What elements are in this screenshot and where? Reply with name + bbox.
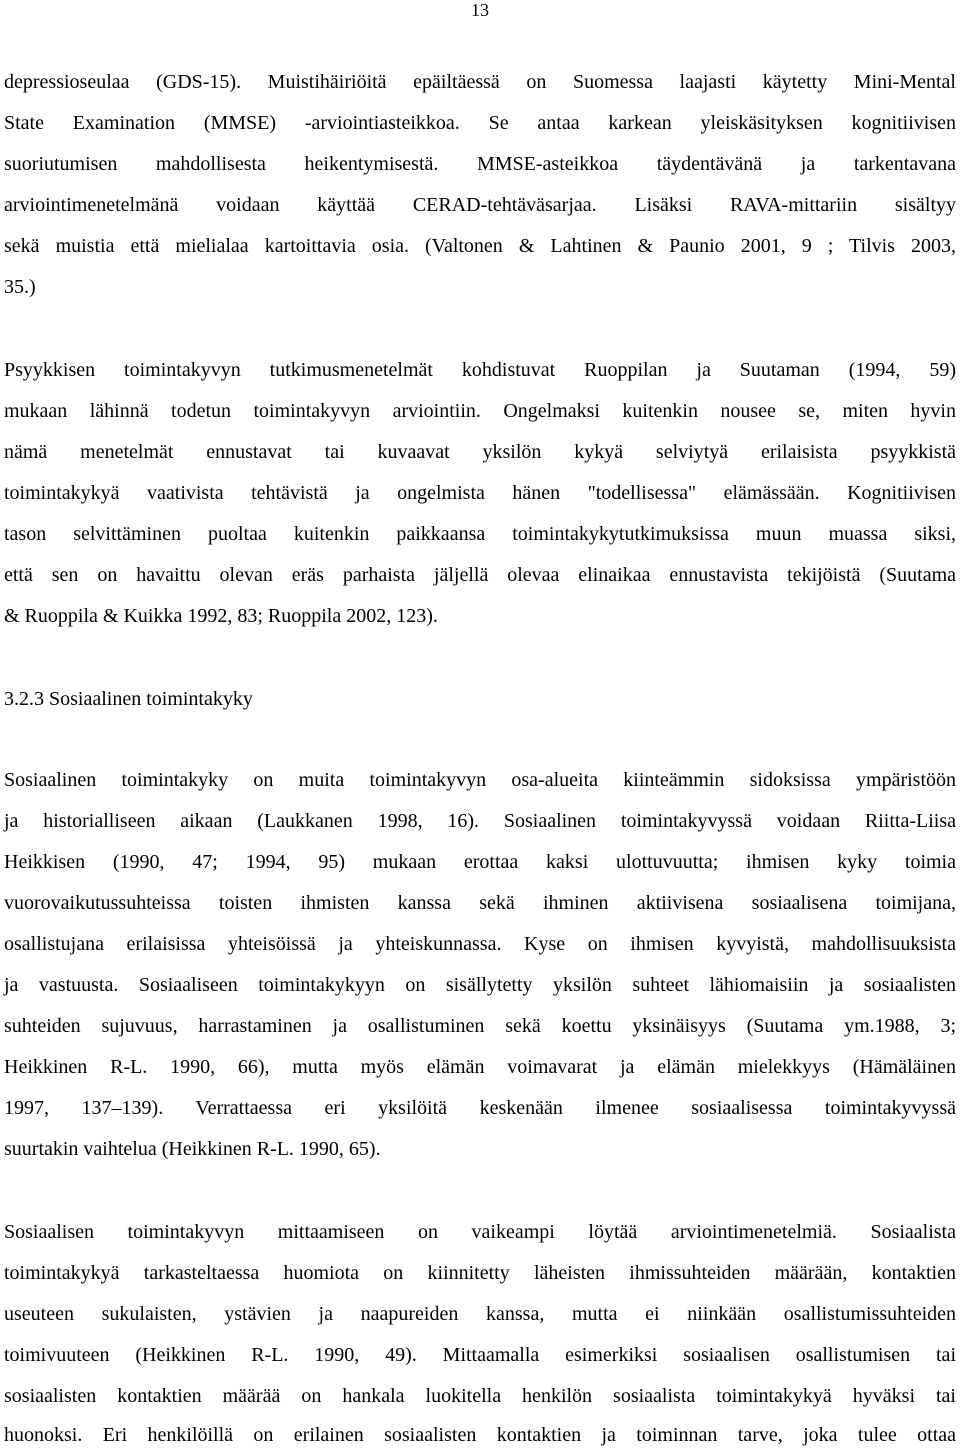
text-line: arviointimenetelmänä voidaan käyttää CERAD-tehtäväsarjaa. Lisäksi RAVA-mittariin sisältyy	[4, 194, 956, 216]
text-line: suoriutumisen mahdollisesta heikentymisestä. MMSE-asteikkoa täydentävänä ja tarkentavana	[4, 153, 956, 175]
text-line: & Ruoppila & Kuikka 1992, 83; Ruoppila 2002, 123).	[4, 605, 438, 627]
text-line: tason selvittäminen puoltaa kuitenkin paikkaansa toimintakykytutkimuksissa muun muassa siksi,	[4, 523, 956, 545]
text-line: suurtakin vaihtelua (Heikkinen R-L. 1990, 65).	[4, 1138, 381, 1160]
text-line: Heikkinen R-L. 1990, 66), mutta myös elämän voimavarat ja elämän mielekkyys (Hämäläinen	[4, 1056, 956, 1078]
text-line: toimintakykyä vaativista tehtävistä ja ongelmista hänen "todellisessa" elämässään. Kognitiivisen	[4, 482, 956, 504]
text-line: vuorovaikutussuhteissa toisten ihmisten kanssa sekä ihminen aktiivisena sosiaalisena toimijana,	[4, 892, 956, 914]
text-line: ja historialliseen aikaan (Laukkanen 1998, 16). Sosiaalinen toimintakyvyssä voidaan Riitta-Liisa	[4, 810, 956, 832]
text-line: sosiaalisten kontaktien määrää on hankala luokitella henkilön sosiaalista toimintakykyä hyväksi tai	[4, 1385, 956, 1407]
text-line: ja vastuusta. Sosiaaliseen toimintakykyyn on sisällytetty yksilön suhteet lähiomaisiin ja sosiaalisten	[4, 974, 956, 996]
text-line: Heikkisen (1990, 47; 1994, 95) mukaan erottaa kaksi ulottuvuutta; ihmisen kyky toimia	[4, 851, 956, 873]
text-line: suhteiden sujuvuus, harrastaminen ja osallistuminen sekä koettu yksinäisyys (Suutama ym.1988, 3;	[4, 1015, 956, 1037]
text-line: toimintakykyä tarkasteltaessa huomiota on kiinnitetty läheisten ihmissuhteiden määrään, kontaktien	[4, 1262, 956, 1284]
text-line: State Examination (MMSE) -arviointiasteikkoa. Se antaa karkean yleiskäsityksen kognitiivisen	[4, 112, 956, 134]
text-line: Sosiaalisen toimintakyvyn mittaamiseen on vaikeampi löytää arviointimenetelmiä. Sosiaalista	[4, 1221, 956, 1243]
text-line: osallistujana erilaisissa yhteisöissä ja yhteiskunnassa. Kyse on ihmisen kyvyistä, mahdollisuuksista	[4, 933, 956, 955]
text-line: 1997, 137–139). Verrattaessa eri yksilöitä keskenään ilmenee sosiaalisessa toimintakyvyssä	[4, 1097, 956, 1119]
text-line: mukaan lähinnä todetun toimintakyvyn arviointiin. Ongelmaksi kuitenkin nousee se, miten hyvin	[4, 400, 956, 422]
text-line: Sosiaalinen toimintakyky on muita toimintakyvyn osa-alueita kiinteämmin sidoksissa ympäristöön	[4, 769, 956, 791]
text-line: toimivuuteen (Heikkinen R-L. 1990, 49). Mittaamalla esimerkiksi sosiaalisen osallistumisen tai	[4, 1344, 956, 1366]
text-line: depressioseulaa (GDS-15). Muistihäiriöitä epäiltäessä on Suomessa laajasti käytetty Mini-Mental	[4, 71, 956, 93]
text-line: nämä menetelmät ennustavat tai kuvaavat yksilön kykyä selviytyä erilaisista psyykkistä	[4, 441, 956, 463]
text-line: 35.)	[4, 276, 36, 298]
text-line: että sen on havaittu olevan eräs parhaista jäljellä olevaa elinaikaa ennustavista tekijöistä (Suutama	[4, 564, 956, 586]
text-line: useuteen sukulaisten, ystävien ja naapureiden kanssa, mutta ei niinkään osallistumissuhteiden	[4, 1303, 956, 1325]
page-number: 13	[471, 0, 489, 20]
text-line: huonoksi. Eri henkilöillä on erilainen sosiaalisten kontaktien ja toiminnan tarve, joka tulee ottaa	[4, 1424, 956, 1446]
text-line: Psyykkisen toimintakyvyn tutkimusmenetelmät kohdistuvat Ruoppilan ja Suutaman (1994, 59)	[4, 359, 956, 381]
section-heading: 3.2.3 Sosiaalinen toimintakyky	[4, 688, 253, 710]
text-line: sekä muistia että mielialaa kartoittavia osia. (Valtonen & Lahtinen & Paunio 2001, 9 ; Tilvis 2003,	[4, 235, 956, 257]
